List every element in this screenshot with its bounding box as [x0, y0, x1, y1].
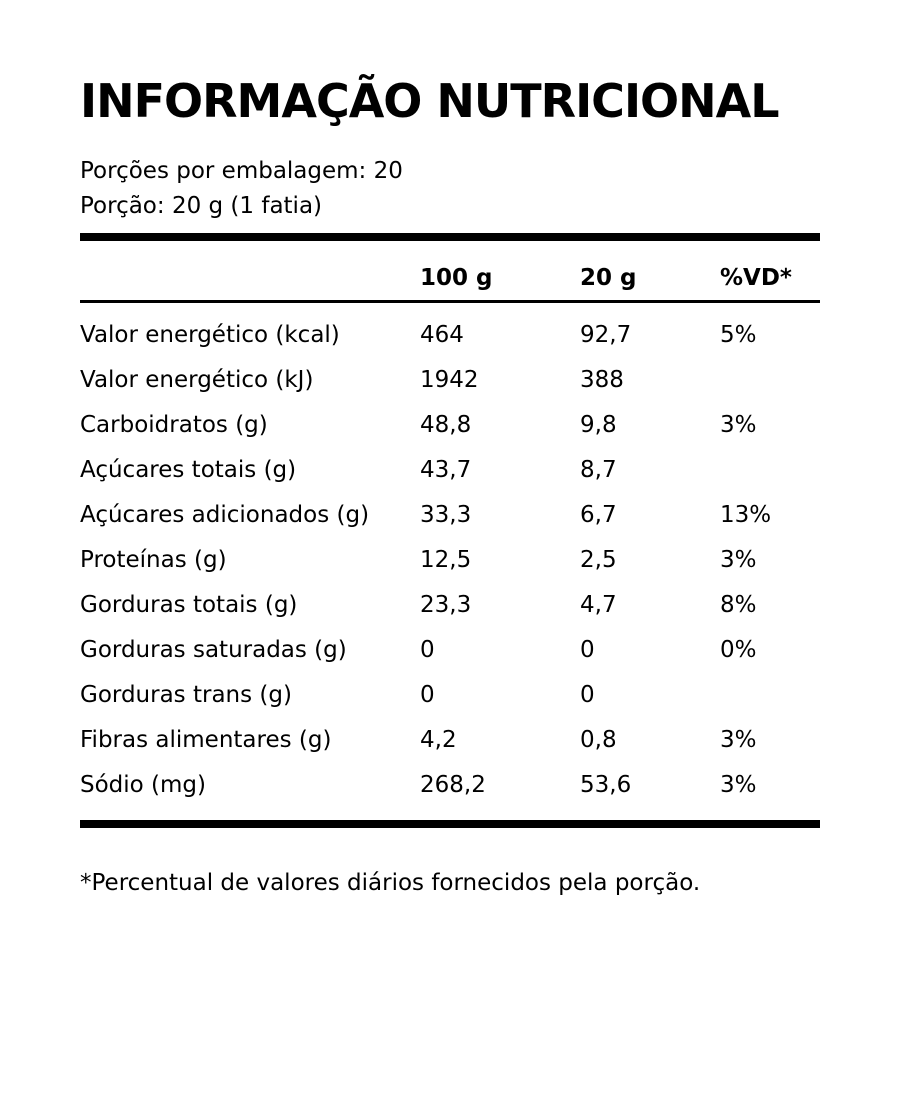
value-per-20g: 0,8	[580, 727, 617, 753]
value-per-100g: 48,8	[420, 412, 472, 438]
table-row	[80, 628, 820, 673]
serving-size: Porção: 20 g (1 fatia)	[80, 193, 323, 219]
table-row	[80, 763, 820, 824]
value-per-100g: 1942	[420, 367, 479, 393]
value-per-20g: 0	[580, 637, 595, 663]
table-row	[80, 583, 820, 628]
nutrient-label: Valor energético (kJ)	[80, 367, 314, 393]
page-title: INFORMAÇÃO NUTRICIONAL	[80, 74, 779, 128]
value-per-20g: 92,7	[580, 322, 632, 348]
value-vd-percent: 3%	[720, 772, 757, 798]
value-per-100g: 43,7	[420, 457, 472, 483]
nutrient-label: Açúcares adicionados (g)	[80, 502, 370, 528]
nutrient-label: Proteínas (g)	[80, 547, 227, 573]
value-per-100g: 4,2	[420, 727, 457, 753]
table-row	[80, 302, 820, 359]
footnote: *Percentual de valores diários fornecidos pela porção.	[80, 870, 701, 896]
value-per-20g: 9,8	[580, 412, 617, 438]
nutrient-label: Fibras alimentares (g)	[80, 727, 332, 753]
nutrient-label: Açúcares totais (g)	[80, 457, 297, 483]
value-vd-percent: 3%	[720, 412, 757, 438]
table-row	[80, 538, 820, 583]
column-header-100g: 100 g	[420, 237, 580, 302]
value-per-100g: 0	[420, 682, 435, 708]
value-per-20g: 6,7	[580, 502, 617, 528]
value-per-100g: 33,3	[420, 502, 472, 528]
value-per-20g: 4,7	[580, 592, 617, 618]
value-per-100g: 12,5	[420, 547, 472, 573]
table-row	[80, 403, 820, 448]
column-header-vd: %VD*	[720, 237, 820, 302]
nutrition-table	[80, 233, 820, 828]
nutrient-label: Gorduras trans (g)	[80, 682, 292, 708]
table-row	[80, 448, 820, 493]
nutrient-label: Carboidratos (g)	[80, 412, 268, 438]
nutrient-label: Gorduras saturadas (g)	[80, 637, 347, 663]
value-per-20g: 388	[580, 367, 624, 393]
value-vd-percent	[720, 358, 820, 403]
value-vd-percent: 5%	[720, 322, 757, 348]
value-per-20g: 53,6	[580, 772, 632, 798]
value-vd-percent	[720, 448, 820, 493]
value-per-100g: 0	[420, 637, 435, 663]
table-header-row	[80, 237, 820, 302]
value-per-20g: 2,5	[580, 547, 617, 573]
value-per-20g: 8,7	[580, 457, 617, 483]
value-vd-percent: 3%	[720, 547, 757, 573]
column-header-20g: 20 g	[580, 237, 720, 302]
value-per-20g: 0	[580, 682, 595, 708]
table-row	[80, 718, 820, 763]
nutrient-label: Gorduras totais (g)	[80, 592, 298, 618]
value-per-100g: 23,3	[420, 592, 472, 618]
value-vd-percent: 3%	[720, 727, 757, 753]
nutrient-label: Sódio (mg)	[80, 772, 206, 798]
table-row	[80, 493, 820, 538]
table-row	[80, 673, 820, 718]
servings-per-package: Porções por embalagem: 20	[80, 158, 403, 184]
value-vd-percent: 0%	[720, 637, 757, 663]
column-header-nutrient	[80, 237, 420, 302]
table-row	[80, 358, 820, 403]
value-per-100g: 464	[420, 322, 464, 348]
value-vd-percent: 13%	[720, 502, 772, 528]
value-vd-percent: 8%	[720, 592, 757, 618]
value-vd-percent	[720, 673, 820, 718]
nutrient-label: Valor energético (kcal)	[80, 322, 340, 348]
value-per-100g: 268,2	[420, 772, 486, 798]
